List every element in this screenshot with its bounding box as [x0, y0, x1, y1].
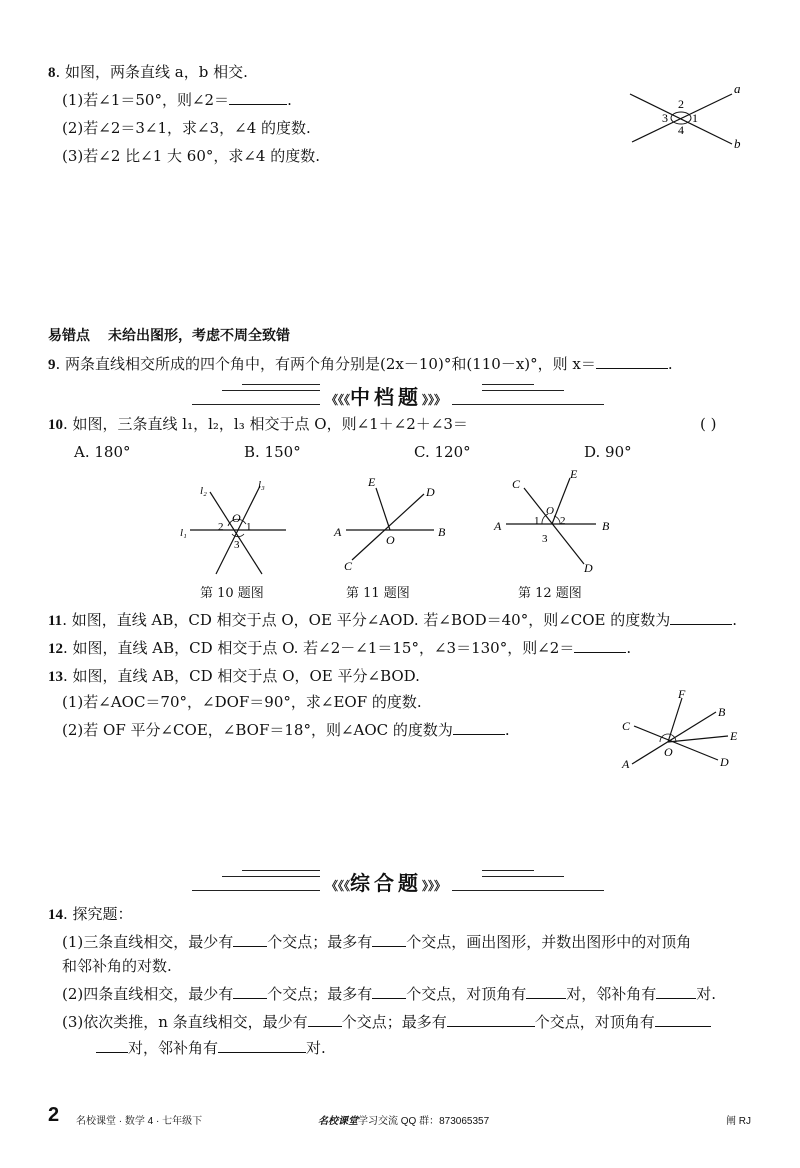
section-title: 《《《中档题》》》: [320, 384, 452, 410]
answer-bracket[interactable]: ( ): [700, 415, 717, 433]
fig10-angle-1: 1: [246, 521, 252, 533]
section-banner-mid: [192, 378, 604, 418]
q8-angle-4: 4: [678, 123, 684, 137]
option-d[interactable]: D. 90°: [584, 443, 632, 461]
q13-label-d: D: [720, 755, 729, 769]
fig10-label-l1-line: l₃: [258, 479, 265, 491]
footer-left: 名校课堂 · 数学 4 · 七年级下: [76, 1116, 203, 1127]
answer-blank[interactable]: [372, 984, 406, 999]
answer-blank[interactable]: [447, 1012, 535, 1027]
fig12-label-a: A: [494, 519, 502, 533]
fig12-angle-2: 2: [560, 515, 566, 527]
fig10-label-o: O: [232, 511, 241, 525]
fig11-label-e: E: [368, 475, 376, 489]
q8-angle-2: 2: [678, 97, 684, 111]
q13-part2: (2)若 OF 平分∠COE，∠BOF＝18°，则∠AOC 的度数为 .: [62, 721, 510, 739]
q12: 12. 如图，直线 AB，CD 相交于点 O. 若∠2－∠1＝15°，∠3＝130°，则∠2＝ .: [48, 639, 632, 657]
q8-part2: (2)若∠2＝3∠1，求∠3，∠4 的度数.: [62, 119, 311, 137]
q13-label-b: B: [718, 705, 726, 719]
answer-blank[interactable]: [96, 1038, 128, 1053]
q14-stem: 14. 探究题：: [48, 905, 133, 923]
fig12-label-d: D: [584, 561, 593, 575]
answer-blank[interactable]: [218, 1038, 306, 1053]
answer-blank[interactable]: [453, 720, 505, 735]
q8-label-a: a: [734, 81, 741, 96]
fig11-label-b: B: [438, 525, 446, 539]
q14-part3: (3)依次类推，n 条直线相交，最少有 个交点；最多有 个交点，对顶角有: [62, 1012, 711, 1032]
footer-center: 名校课堂学习交流 QQ 群：873065357: [318, 1116, 490, 1127]
fig12-label-c: C: [512, 477, 521, 491]
fig12-caption: 第 12 题图: [518, 586, 582, 601]
q13-figure: [614, 686, 754, 772]
answer-blank[interactable]: [670, 610, 732, 625]
fig10-caption: 第 10 题图: [200, 586, 264, 601]
fig10-angle-3: 3: [234, 539, 240, 551]
q8-angle-3: 3: [662, 111, 668, 125]
option-c[interactable]: C. 120°: [414, 443, 471, 461]
fig11-label-c: C: [344, 559, 353, 573]
q13-part1: (1)若∠AOC＝70°，∠DOF＝90°，求∠EOF 的度数.: [62, 693, 422, 711]
q13-label-e: E: [730, 729, 738, 743]
q14-part3-cont: 对，邻补角有 对.: [96, 1038, 326, 1058]
answer-blank[interactable]: [526, 984, 566, 999]
fig10-label-l1: l₁: [180, 527, 187, 539]
fig11-label-d: D: [426, 485, 435, 499]
q10-stem: 10. 如图，三条直线 l₁，l₂，l₃ 相交于点 O，则∠1＋∠2＋∠3＝: [48, 415, 468, 433]
q8-part1: (1)若∠1＝50°，则∠2＝ .: [62, 91, 292, 109]
answer-blank[interactable]: [656, 984, 696, 999]
answer-blank[interactable]: [233, 984, 267, 999]
answer-blank[interactable]: [229, 90, 287, 105]
answer-blank[interactable]: [574, 638, 626, 653]
q8-figure: [620, 78, 750, 158]
q8-angle-1: 1: [692, 111, 698, 125]
fig12-angle-3: 3: [542, 533, 548, 545]
figure-11: [330, 474, 460, 574]
fig11-caption: 第 11 题图: [346, 586, 410, 601]
q8-label-b: b: [734, 136, 741, 151]
page-number: 2: [48, 1104, 60, 1126]
q13-label-a: A: [622, 757, 630, 771]
figure-10: [176, 476, 296, 576]
q13-label-f: F: [678, 687, 686, 701]
fig12-label-o: O: [546, 505, 554, 517]
figure-12: [490, 466, 630, 576]
answer-blank[interactable]: [596, 354, 668, 369]
q13-label-c: C: [622, 719, 631, 733]
fig12-angle-1: 1: [534, 515, 540, 527]
footer-right: 阐 RJ: [726, 1116, 751, 1127]
answer-blank[interactable]: [655, 1012, 711, 1027]
q8-part3: (3)若∠2 比∠1 大 60°，求∠4 的度数.: [62, 147, 321, 165]
q14-part1: (1)三条直线相交，最少有 个交点；最多有 个交点，画出图形，并数出图形中的对顶角: [62, 933, 692, 951]
option-a[interactable]: A. 180°: [74, 443, 131, 461]
answer-blank[interactable]: [372, 932, 406, 947]
answer-blank[interactable]: [308, 1012, 342, 1027]
q8-stem: 8. 如图，两条直线 a，b 相交.: [48, 63, 248, 81]
q9: 9. 两条直线相交所成的四个角中，有两个角分别是(2x－10)°和(110－x)°，则 x＝ .: [48, 355, 673, 373]
fig12-label-b: B: [602, 519, 610, 533]
error-point-heading: 易错点 未给出图形，考虑不周全致错: [48, 328, 290, 344]
fig11-label-o: O: [386, 533, 395, 547]
q13-label-o: O: [664, 745, 673, 759]
section-banner-comp: [192, 864, 604, 904]
q14-part1-cont: 和邻补角的对数.: [62, 957, 172, 975]
option-b[interactable]: B. 150°: [244, 443, 301, 461]
q14-part2: (2)四条直线相交，最少有 个交点；最多有 个交点，对顶角有 对，邻补角有 对.: [62, 985, 717, 1003]
fig10-label-l2: l₂: [200, 485, 207, 497]
q11: 11. 如图，直线 AB，CD 相交于点 O，OE 平分∠AOD. 若∠BOD＝40°，则∠COE 的度数为 .: [48, 611, 738, 629]
answer-blank[interactable]: [233, 932, 267, 947]
fig10-angle-2: 2: [218, 521, 224, 533]
q13-stem: 13. 如图，直线 AB，CD 相交于点 O，OE 平分∠BOD.: [48, 667, 420, 685]
fig12-label-e: E: [570, 467, 578, 481]
fig11-label-a: A: [334, 525, 342, 539]
section-title: 《《《综合题》》》: [320, 870, 452, 896]
